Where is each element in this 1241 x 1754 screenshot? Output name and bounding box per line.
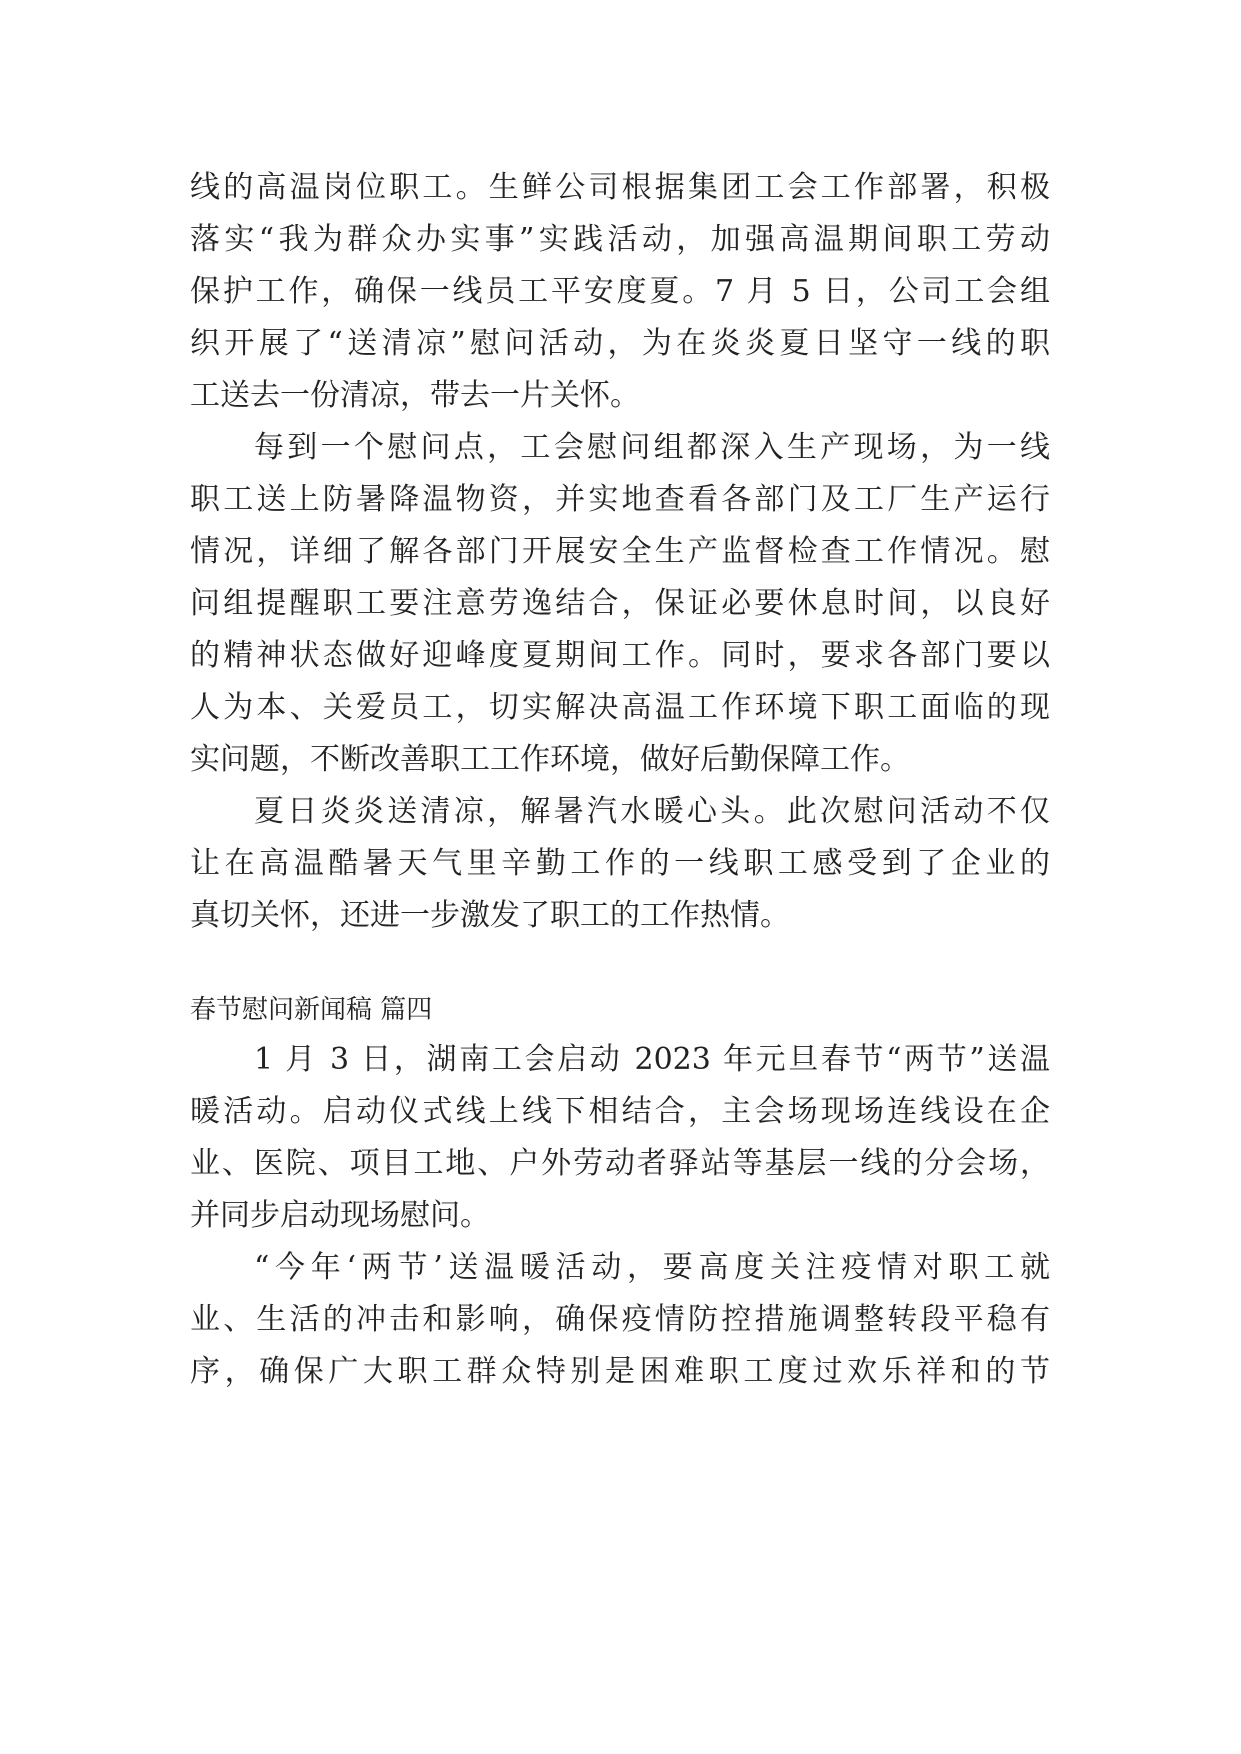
- text-line: 人为本、关爱员工，切实解决高温工作环境下职工面临的现: [190, 690, 1050, 725]
- text-line: 序，确保广大职工群众特别是困难职工度过欢乐祥和的节: [190, 1354, 1050, 1389]
- section-heading: 春节慰问新闻稿 篇四: [190, 995, 433, 1025]
- text-line: 问组提醒职工要注意劳逸结合，保证必要休息时间，以良好: [190, 586, 1050, 621]
- text-line: 业、生活的冲击和影响，确保疫情防控措施调整转段平稳有: [190, 1302, 1050, 1337]
- text-line: 并同步启动现场慰问。: [190, 1198, 490, 1233]
- text-line: 工送去一份清凉，带去一片关怀。: [190, 378, 640, 413]
- text-line: 真切关怀，还进一步激发了职工的工作热情。: [190, 898, 790, 933]
- text-line: 情况，详细了解各部门开展安全生产监督检查工作情况。慰: [190, 534, 1050, 569]
- text-line: 夏日炎炎送清凉，解暑汽水暖心头。此次慰问活动不仅: [254, 794, 1050, 829]
- text-line: 的精神状态做好迎峰度夏期间工作。同时，要求各部门要以: [190, 638, 1050, 673]
- text-line: 1 月 3 日，湖南工会启动 2023 年元旦春节“两节”送温: [254, 1042, 1050, 1077]
- text-line: 让在高温酷暑天气里辛勤工作的一线职工感受到了企业的: [190, 846, 1050, 881]
- text-line: “今年‘两节’送温暖活动，要高度关注疫情对职工就: [254, 1250, 1050, 1285]
- text-line: 每到一个慰问点，工会慰问组都深入生产现场，为一线: [254, 430, 1050, 465]
- text-line: 保护工作，确保一线员工平安度夏。7 月 5 日，公司工会组: [190, 274, 1050, 309]
- text-line: 业、医院、项目工地、户外劳动者驿站等基层一线的分会场，: [190, 1146, 1050, 1181]
- text-line: 暖活动。启动仪式线上线下相结合，主会场现场连线设在企: [190, 1094, 1050, 1129]
- text-line: 织开展了“送清凉”慰问活动，为在炎炎夏日坚守一线的职: [190, 326, 1050, 361]
- text-line: 线的高温岗位职工。生鲜公司根据集团工会工作部署，积极: [190, 170, 1050, 205]
- text-line: 职工送上防暑降温物资，并实地查看各部门及工厂生产运行: [190, 482, 1050, 517]
- text-line: 实问题，不断改善职工工作环境，做好后勤保障工作。: [190, 742, 910, 777]
- text-line: 落实“我为群众办实事”实践活动，加强高温期间职工劳动: [190, 222, 1050, 257]
